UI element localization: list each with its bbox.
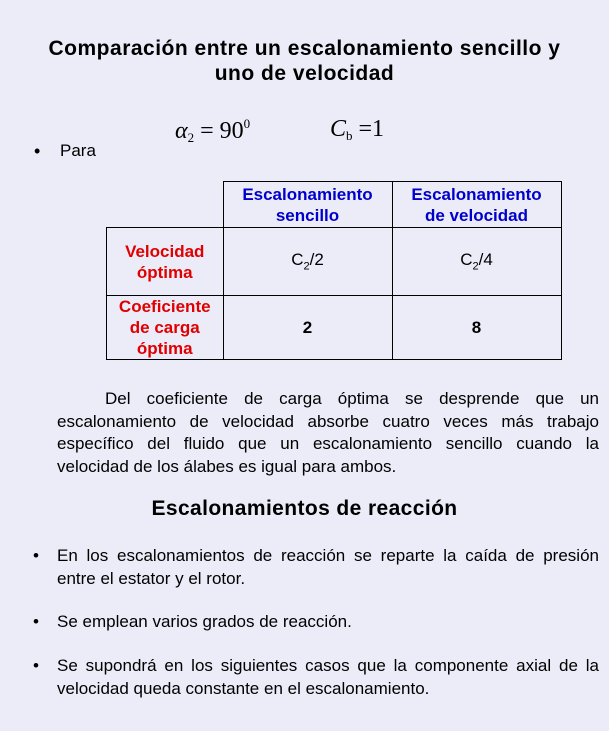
cell-main: C	[460, 250, 473, 270]
bullet-icon: •	[33, 546, 39, 565]
row-label-text: Coeficiente	[118, 297, 211, 316]
page-title	[0, 36, 609, 86]
formula-cb-symbol: C	[330, 116, 347, 142]
list-item-text: En los escalonamientos de reacción se reparte la caída de presión entre el estator y el rotor.	[57, 546, 599, 588]
formula-alpha-symbol: α	[175, 118, 188, 144]
table-header-velocidad	[392, 182, 561, 228]
explanation-paragraph	[57, 388, 599, 478]
formula-cb	[330, 116, 384, 144]
cell-rest: /4	[478, 250, 493, 270]
table-cell	[392, 228, 561, 296]
formula-cb-sub: b	[346, 128, 353, 143]
title-line-2: uno de velocidad	[214, 62, 395, 85]
cell-main: C	[291, 250, 304, 270]
formula-alpha-sub: 2	[187, 130, 195, 145]
title-line-1: Comparación entre un escalonamiento sencillo y	[48, 37, 561, 60]
comparison-table	[106, 181, 562, 360]
bullet-icon: •	[33, 612, 39, 631]
table-row	[107, 228, 562, 296]
header-text: Escalonamiento	[411, 184, 542, 204]
table-cell	[392, 296, 561, 360]
bullet-icon: •	[34, 141, 41, 161]
section-title: Escalonamientos de reacción	[151, 497, 458, 520]
bullet-icon: •	[33, 656, 39, 675]
header-text: Escalonamiento	[242, 184, 373, 204]
table-header-sencillo	[223, 182, 392, 228]
table-cell	[223, 296, 392, 360]
row-label-text: de carga	[129, 318, 200, 337]
table-corner-cell	[107, 182, 224, 228]
row-label-velocidad	[107, 228, 224, 296]
cell-sub: 2	[472, 260, 479, 273]
cell-main: 8	[471, 317, 482, 337]
cell-sub: 2	[303, 260, 310, 273]
formula-alpha-sup: 0	[243, 116, 251, 131]
formula-cb-eq: =1	[352, 116, 385, 142]
header-text: sencillo	[275, 205, 340, 225]
row-label-text: Velocidad	[125, 241, 205, 261]
table-row	[107, 296, 562, 360]
para-label: Para	[60, 141, 96, 160]
list-item	[33, 545, 599, 590]
row-label-text: óptima	[136, 262, 193, 282]
list-item	[33, 611, 599, 634]
cell-main: 2	[302, 317, 313, 337]
cell-rest: /2	[309, 250, 324, 270]
row-label-coeficiente	[107, 296, 224, 360]
formula-alpha	[175, 116, 250, 146]
list-item	[33, 655, 599, 700]
row-label-text: óptima	[136, 339, 193, 358]
list-item-text: Se emplean varios grados de reacción.	[57, 612, 352, 631]
paragraph-text: Del coeficiente de carga óptima se desprende que un escalonamiento de velocidad absorbe cuatro veces más trabajo específico del fluido que un escalonamiento sencillo cuando la velocidad de los álabes es igual para ambos.	[57, 389, 599, 476]
list-item-text: Se supondrá en los siguientes casos que la componente axial de la velocidad queda constante en el escalonamiento.	[57, 656, 599, 698]
table-cell	[223, 228, 392, 296]
header-text: de velocidad	[425, 205, 528, 225]
formula-alpha-eq: = 90	[194, 118, 244, 144]
